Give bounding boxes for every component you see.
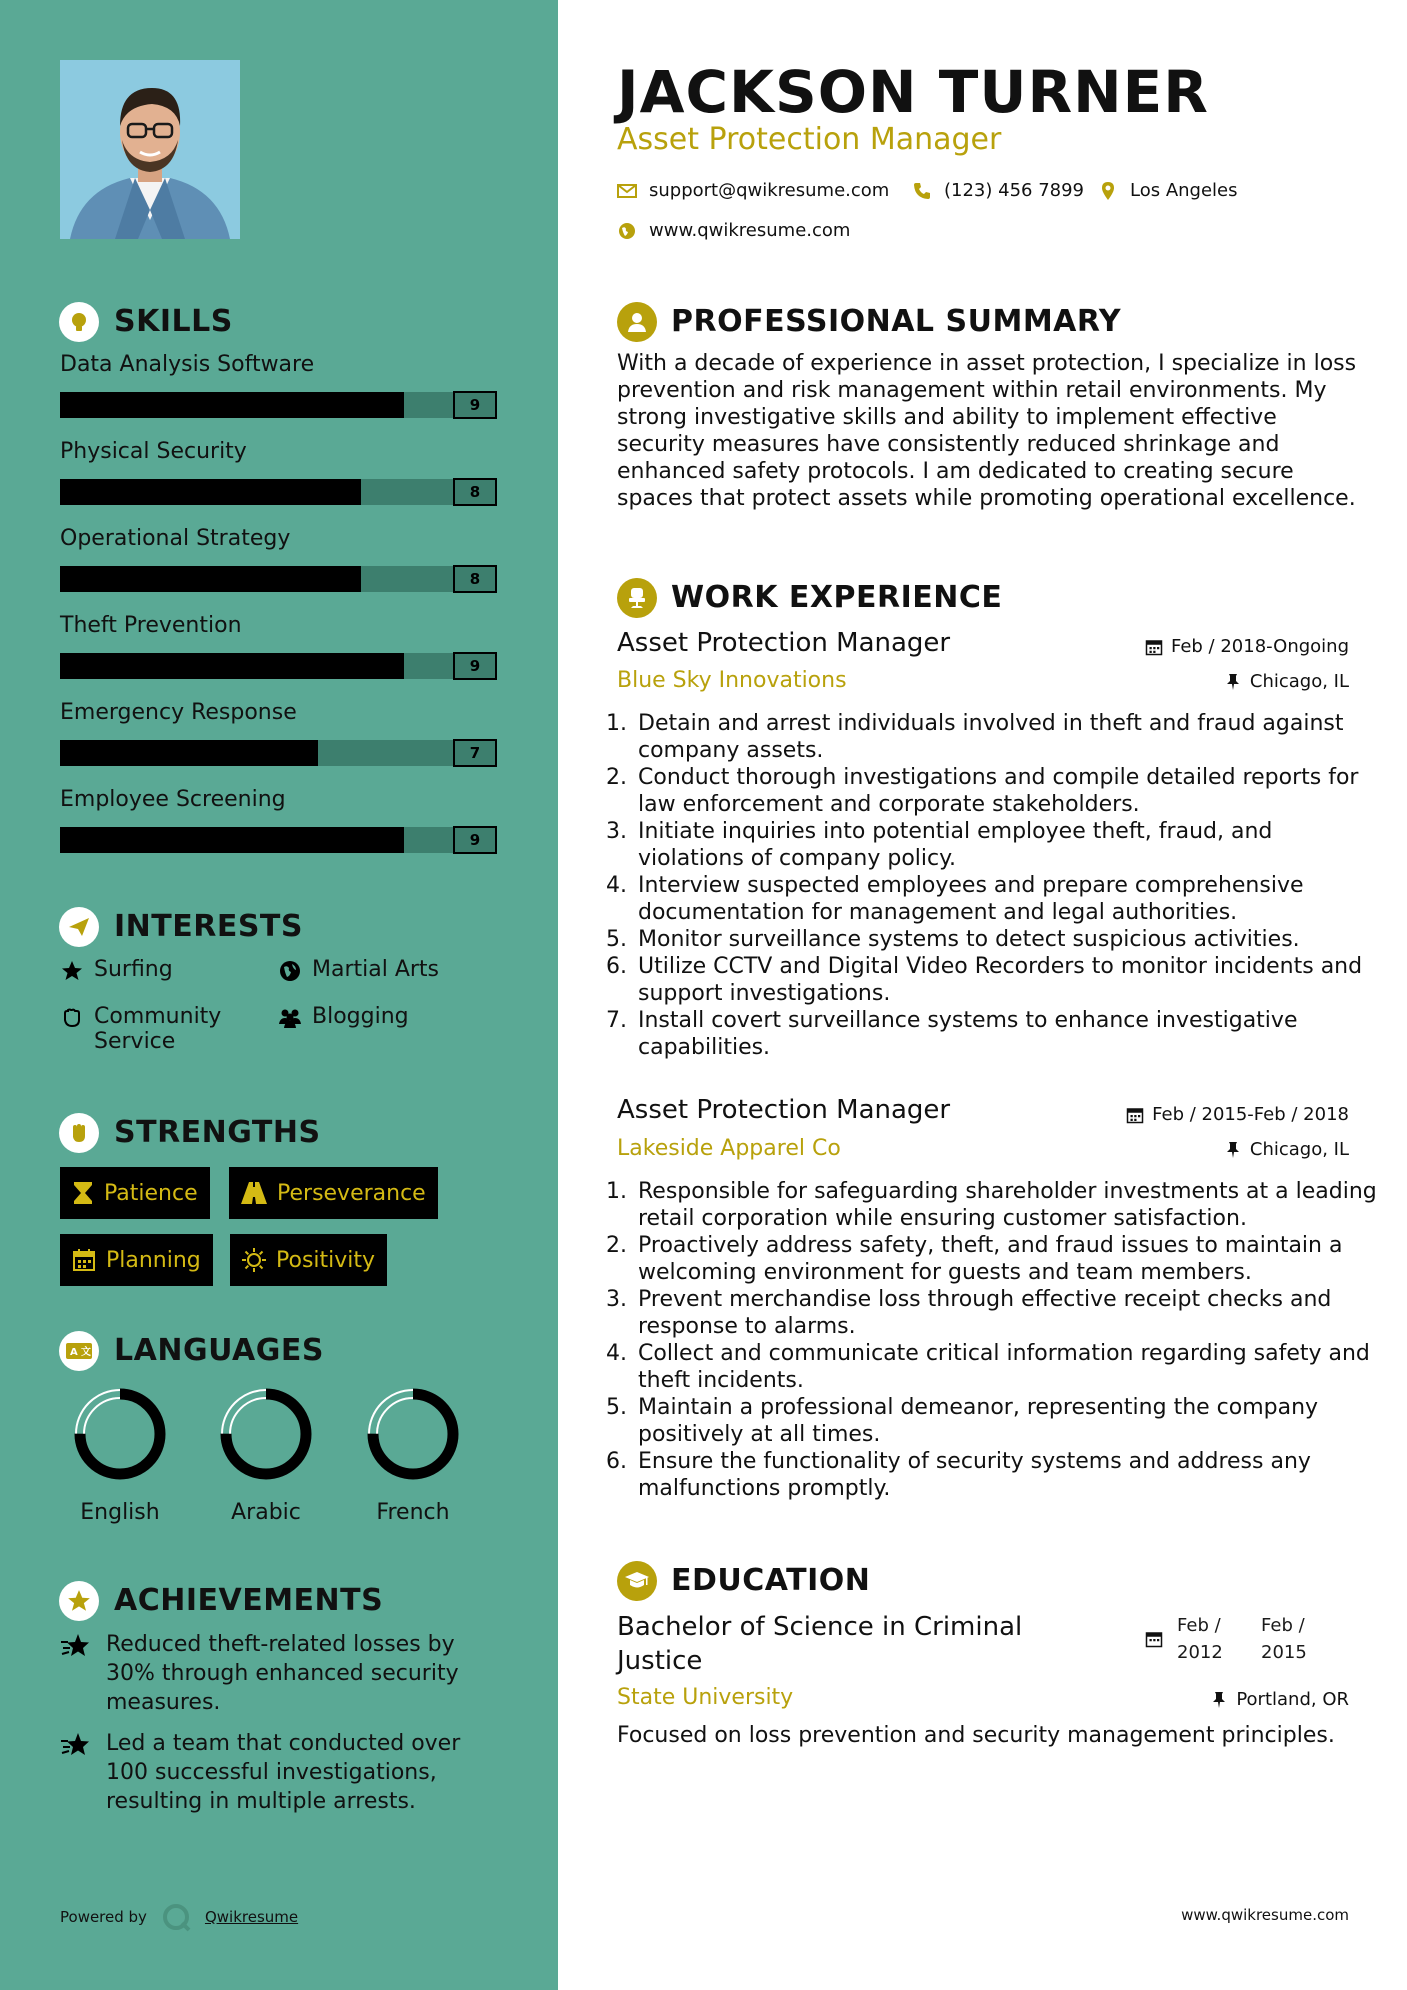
skill-level: 9 (453, 826, 497, 854)
duty-item: 7. Install covert surveillance systems to enhance investigative capabilities. (634, 1007, 1379, 1061)
powered-by (60, 1902, 298, 1932)
summary-heading: PROFESSIONAL SUMMARY (671, 304, 1122, 339)
job-title: Asset Protection Manager (617, 1095, 951, 1125)
award-star-icon (59, 1581, 99, 1621)
degree-title: Bachelor of Science in Criminal Justice (617, 1612, 1023, 1676)
brand-link[interactable]: Qwikresume (204, 1908, 299, 1926)
duty-item: 3. Prevent merchandise loss through effective receipt checks and response to alarms. (634, 1286, 1379, 1340)
duty-item: 5. Monitor surveillance systems to detect suspicious activities. (634, 926, 1379, 953)
svg-text:文: 文 (81, 1347, 91, 1358)
achievement-item (60, 1729, 490, 1816)
strength-label: Planning (106, 1247, 201, 1273)
skill-name: Emergency Response (60, 700, 297, 725)
globe-icon (617, 221, 637, 241)
skill-name: Theft Prevention (60, 613, 242, 638)
email-text: support@qwikresume.com (649, 180, 890, 201)
summary-text: With a decade of experience in asset protection, I specialize in loss prevention and risk management within retail environments. My strong investigative skills and ability to implement effective security measures have consistently reduced shrinkage and enhanced safety protocols. I am dedicated to creating secure spaces that protect assets while promoting operational excellence. (617, 351, 1357, 511)
interests-heading: INTERESTS (114, 909, 303, 944)
interest-item (278, 1004, 409, 1030)
pushpin-icon (1210, 1691, 1228, 1709)
job-dates (1145, 636, 1349, 657)
skill-bar-fill (60, 479, 361, 505)
hand-icon (60, 1006, 84, 1030)
skill-level: 9 (453, 652, 497, 680)
interest-item (60, 957, 173, 983)
work-heading: WORK EXPERIENCE (671, 580, 1003, 615)
svg-text:A: A (70, 1347, 78, 1358)
job-location-text: Chicago, IL (1249, 671, 1349, 692)
skill-bar-fill (60, 827, 404, 853)
interest-label: Surfing (94, 957, 173, 982)
languages-heading: LANGUAGES (114, 1333, 324, 1368)
fist-icon (59, 1113, 99, 1153)
skill-bar (60, 479, 497, 505)
qwikresume-logo-icon (161, 1902, 191, 1932)
interest-item (60, 1004, 260, 1054)
education-start: Feb / 2012 (1177, 1615, 1223, 1663)
skill-bar-fill (60, 566, 361, 592)
skill-bar-fill (60, 653, 404, 679)
duty-item: 2. Conduct thorough investigations and compile detailed reports for law enforcement and corporate stakeholders. (634, 764, 1379, 818)
candidate-role: Asset Protection Manager (617, 122, 1002, 157)
website-contact[interactable] (617, 220, 850, 241)
award-star-icon (60, 1630, 92, 1662)
school-name: State University (617, 1685, 794, 1710)
skill-bar (60, 653, 497, 679)
skill-bar (60, 827, 497, 853)
strength-label: Perseverance (277, 1180, 426, 1206)
calendar-icon (72, 1248, 96, 1272)
language-ring (365, 1386, 461, 1482)
job-dates (1126, 1104, 1349, 1125)
location-text: Los Angeles (1130, 180, 1238, 201)
strength-label: Patience (104, 1180, 198, 1206)
phone-icon (912, 181, 932, 201)
skills-heading: SKILLS (114, 304, 233, 339)
skill-bar (60, 740, 497, 766)
education-description: Focused on loss prevention and security management principles. (617, 1723, 1335, 1748)
job-location-text: Chicago, IL (1249, 1139, 1349, 1160)
education-dates (1145, 1612, 1321, 1666)
skill-bar-fill (60, 740, 318, 766)
interest-label: Community Service (94, 1004, 222, 1054)
skill-level: 8 (453, 478, 497, 506)
job-duties-list (612, 1178, 1379, 1502)
duty-item: 6. Utilize CCTV and Digital Video Recorders to monitor incidents and support investigations. (634, 953, 1379, 1007)
duty-item: 5. Maintain a professional demeanor, representing the company positively at all times. (634, 1394, 1379, 1448)
duty-item: 2. Proactively address safety, theft, and fraud issues to maintain a welcoming environment for guests and team members. (634, 1232, 1379, 1286)
skill-level: 9 (453, 391, 497, 419)
profile-photo (60, 60, 240, 239)
calendar-icon (1126, 1106, 1144, 1124)
job-title: Asset Protection Manager (617, 628, 951, 658)
strength-badge (60, 1234, 213, 1286)
duty-item: 1. Detain and arrest individuals involved in theft and fraud against company assets. (634, 710, 1379, 764)
pushpin-icon (1224, 673, 1242, 691)
skill-bar (60, 566, 497, 592)
phone-contact[interactable] (912, 180, 1084, 201)
language-label: English (80, 1500, 160, 1525)
duty-item: 3. Initiate inquiries into potential employee theft, fraud, and violations of company policy. (634, 818, 1379, 872)
skill-name: Physical Security (60, 439, 247, 464)
skill-level: 8 (453, 565, 497, 593)
strength-badge (230, 1234, 387, 1286)
job-dates-text: Feb / 2015-Feb / 2018 (1152, 1104, 1349, 1125)
language-label: French (376, 1500, 450, 1525)
award-star-icon (60, 1729, 92, 1761)
job-duties-list (612, 710, 1379, 1061)
job-company: Blue Sky Innovations (617, 668, 847, 693)
interest-item (278, 957, 439, 983)
pushpin-icon (1224, 1141, 1242, 1159)
school-location-text: Portland, OR (1236, 1689, 1349, 1710)
achievement-text: Led a team that conducted over 100 successful investigations, resulting in multiple arrests. (106, 1731, 461, 1814)
duty-item: 4. Collect and communicate critical information regarding safety and theft incidents. (634, 1340, 1379, 1394)
job-dates-text: Feb / 2018-Ongoing (1170, 636, 1349, 657)
job-location (1224, 1139, 1349, 1160)
strength-badge (60, 1167, 210, 1219)
website-text: www.qwikresume.com (649, 220, 851, 241)
email-contact[interactable] (617, 180, 889, 201)
interest-label: Blogging (312, 1004, 409, 1029)
achievement-text: Reduced theft-related losses by 30% through enhanced security measures. (106, 1632, 459, 1715)
interest-label: Martial Arts (312, 957, 440, 982)
calendar-icon (1145, 1630, 1163, 1648)
skill-name: Employee Screening (60, 787, 286, 812)
job-company: Lakeside Apparel Co (617, 1136, 841, 1161)
skill-bar (60, 392, 497, 418)
briefcase-chair-icon (617, 578, 657, 618)
envelope-icon (617, 181, 637, 201)
language-label: Arabic (231, 1500, 301, 1525)
skill-name: Data Analysis Software (60, 352, 315, 377)
powered-by-label: Powered by (60, 1908, 147, 1926)
language-ring (72, 1386, 168, 1482)
star-icon (60, 959, 84, 983)
lightbulb-icon (59, 302, 99, 342)
map-pin-icon (1098, 181, 1118, 201)
globe-icon (278, 959, 302, 983)
calendar-icon (1145, 638, 1163, 656)
candidate-name: JACKSON TURNER (617, 58, 1209, 126)
hourglass-icon (72, 1181, 94, 1205)
paper-plane-icon (59, 907, 99, 947)
graduation-cap-icon (617, 1561, 657, 1601)
skill-bar-fill (60, 392, 404, 418)
duty-item: 6. Ensure the functionality of security systems and address any malfunctions promptly. (634, 1448, 1379, 1502)
duty-item: 1. Responsible for safeguarding shareholder investments at a leading retail corporation while ensuring customer satisfaction. (634, 1178, 1379, 1232)
achievements-heading: ACHIEVEMENTS (114, 1583, 384, 1618)
duty-item: 4. Interview suspected employees and prepare comprehensive documentation for management and legal authorities. (634, 872, 1379, 926)
users-icon (278, 1006, 302, 1030)
job-location (1224, 671, 1349, 692)
road-icon (241, 1182, 267, 1204)
education-heading: EDUCATION (671, 1563, 871, 1598)
language-ring (218, 1386, 314, 1482)
translate-icon (59, 1331, 99, 1371)
strengths-heading: STRENGTHS (114, 1115, 321, 1150)
achievement-item (60, 1630, 490, 1717)
strength-label: Positivity (276, 1247, 376, 1273)
user-icon (617, 302, 657, 342)
skill-level: 7 (453, 739, 497, 767)
education-end: Feb / 2015 (1261, 1615, 1307, 1663)
phone-text: (123) 456 7899 (944, 180, 1085, 201)
strength-badge (229, 1167, 438, 1219)
skill-name: Operational Strategy (60, 526, 291, 551)
footer-website[interactable]: www.qwikresume.com (1181, 1906, 1349, 1924)
school-location (1210, 1689, 1349, 1710)
sun-icon (242, 1248, 266, 1272)
location-contact (1098, 180, 1238, 201)
